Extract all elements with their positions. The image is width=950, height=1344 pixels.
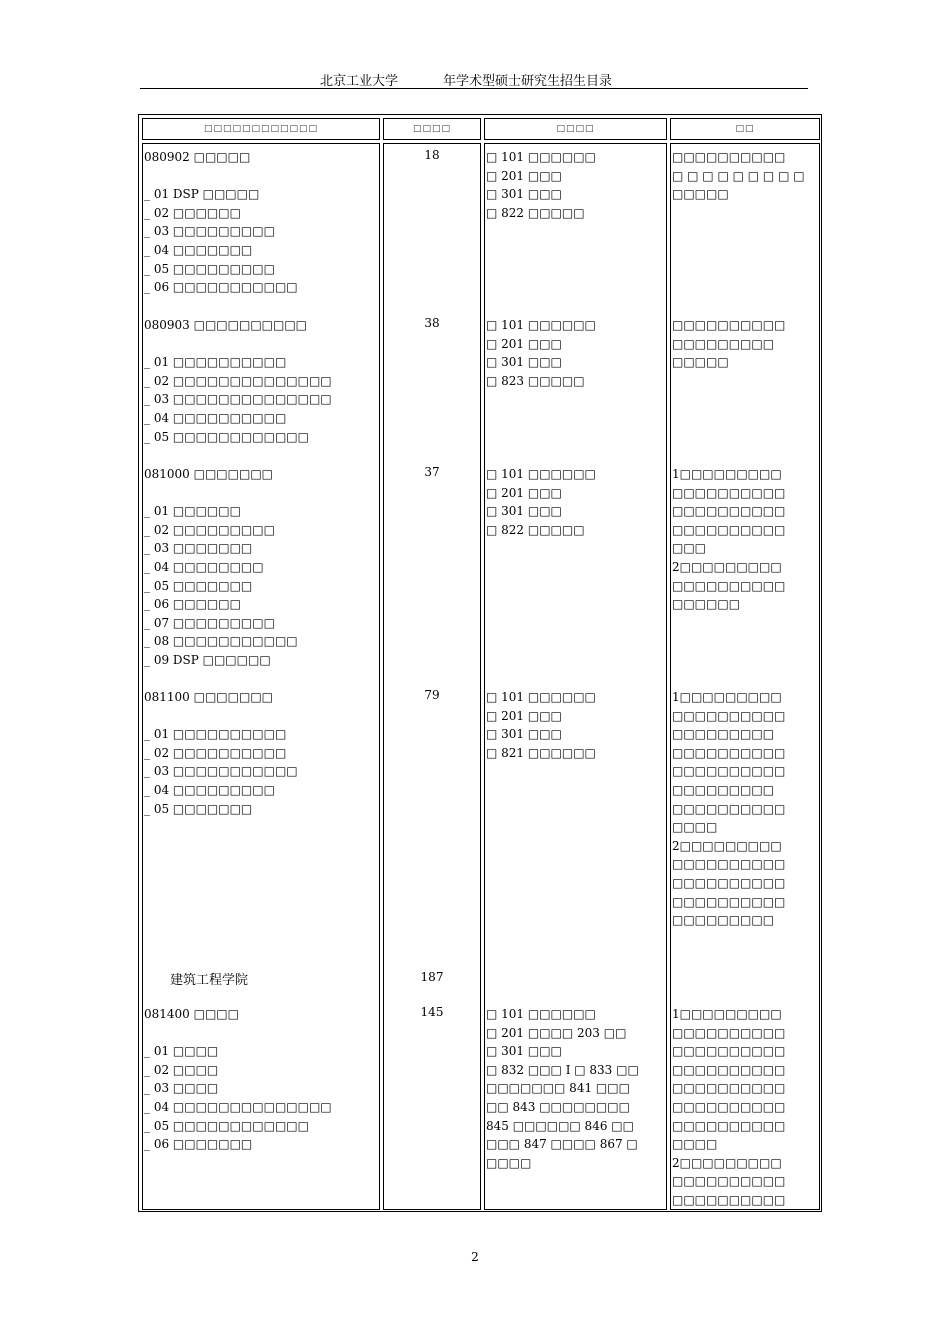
research-direction: _ 04 □□□□□□□□□□□□□□ [144, 1100, 332, 1114]
research-direction: _ 04 □□□□□□□□□□ [144, 411, 287, 425]
exam-subject: □ 101 □□□□□□ [486, 1007, 596, 1021]
college-name: 建筑工程学院 [170, 973, 249, 988]
note-line: □□□□□□□□□□ [672, 1100, 786, 1114]
research-direction: _ 06 □□□□□□□ [144, 1137, 253, 1152]
research-direction: _ 02 □□□□□□ [144, 205, 241, 220]
exam-subject: □ 301 □□□ [486, 355, 562, 370]
note-line: □□□□□□□□□□ [672, 1118, 786, 1133]
note-line: □□□ [672, 541, 707, 556]
column-count [383, 143, 481, 1210]
research-direction: _ 04 □□□□□□□□□ [144, 783, 275, 797]
note-line: 2□□□□□□□□□ [672, 1155, 782, 1170]
research-direction: _ 03 □□□□□□□ [144, 541, 253, 556]
research-direction: _ 02 □□□□□□□□□□ [144, 745, 287, 760]
exam-subject: 845 □□□□□□ 846 □□ [486, 1118, 634, 1133]
note-line: 2□□□□□□□□□ [672, 838, 782, 853]
enrollment-count: 145 [420, 1005, 444, 1019]
exam-subject: □ 301 □□□ [486, 1044, 562, 1059]
note-line: □□□□□□□□□□ [672, 745, 786, 760]
exam-subject: □ 832 □□□ Ⅰ □ 833 □□ [486, 1062, 639, 1077]
enrollment-count: 37 [424, 465, 440, 479]
research-direction: _ 03 □□□□□□□□□ [144, 224, 275, 239]
note-line: □ □ □ □ □ □ □ □ □ [672, 168, 805, 183]
exam-subject: □ 301 □□□ [486, 187, 562, 202]
major-code: 081400 □□□□ [144, 1007, 239, 1021]
research-direction: _ 01 □□□□ [144, 1044, 219, 1059]
exam-subject: □ 201 □□□ [486, 708, 562, 723]
header-cell-major: □□□□□□□□□□□□ [142, 118, 380, 140]
note-line: 1□□□□□□□□□ [672, 690, 782, 704]
research-direction: _ 05 □□□□□□□□□□□□ [144, 1118, 309, 1133]
exam-subject: □ 101 □□□□□□ [486, 318, 596, 332]
catalog-title: 年学术型硕士研究生招生目录 [443, 74, 613, 89]
note-line: □□□□□□□□□□ [672, 522, 786, 537]
major-code: 081100 □□□□□□□ [144, 690, 273, 704]
note-line: □□□□□□□□□ [672, 727, 775, 742]
note-line: □□□□□□□□□□ [672, 1025, 786, 1040]
header-cell-count: □□□□ [383, 118, 481, 140]
exam-subject: □ 822 □□□□□ [486, 205, 585, 220]
exam-subject: □ 822 □□□□□ [486, 522, 585, 537]
exam-subject: □□□ 847 □□□□ 867 □ [486, 1137, 638, 1152]
note-line: □□□□□□□□□□ [672, 764, 786, 779]
exam-subject: □ 201 □□□ [486, 336, 562, 351]
note-line: □□□□□□□□□ [672, 783, 775, 797]
note-line: □□□□□□□□□□ [672, 318, 786, 332]
page-number: 2 [471, 1250, 479, 1264]
research-direction: _ 01 □□□□□□□□□□ [144, 727, 287, 742]
enrollment-count: 79 [424, 688, 440, 702]
major-code: 080903 □□□□□□□□□□ [144, 318, 308, 332]
research-direction: _ 03 □□□□□□□□□□□□□□ [144, 392, 332, 407]
note-line: □□□□□□□□□□ [672, 1062, 786, 1077]
research-direction: _ 04 □□□□□□□□ [144, 560, 264, 574]
note-line: □□□□□□□□□ [672, 913, 775, 928]
research-direction: _ 02 □□□□ [144, 1062, 219, 1077]
header-cell-notes: □□ [670, 118, 820, 140]
research-direction: _ 02 □□□□□□□□□ [144, 522, 275, 537]
note-line: □□□□□□□□□□ [672, 1044, 786, 1059]
exam-subject: □ 101 □□□□□□ [486, 690, 596, 704]
exam-subject: □ 201 □□□ [486, 168, 562, 183]
research-direction: _ 06 □□□□□□ [144, 597, 241, 612]
note-line: □□□□□ [672, 187, 729, 202]
enrollment-count: 38 [424, 316, 440, 330]
research-direction: _ 05 □□□□□□□ [144, 801, 253, 816]
note-line: □□□□□□□□□ [672, 336, 775, 351]
research-direction: _ 07 □□□□□□□□□ [144, 615, 275, 630]
exam-subject: □□□□□□□ 841 □□□ [486, 1081, 630, 1096]
research-direction: _ 05 □□□□□□□□□□□□ [144, 429, 309, 444]
note-line: □□□□□□□□□□ [672, 857, 786, 872]
exam-subject: □ 101 □□□□□□ [486, 467, 596, 481]
university-name: 北京工业大学 [320, 74, 399, 89]
note-line: □□□□□□□□□□ [672, 578, 786, 593]
research-direction: _ 05 □□□□□□□□□ [144, 261, 275, 276]
research-direction: _ 03 □□□□ [144, 1081, 219, 1096]
exam-subject: □ 201 □□□□ 203 □□ [486, 1025, 627, 1040]
research-direction: _ 09 DSP □□□□□□ [144, 653, 271, 667]
research-direction: _ 01 □□□□□□□□□□ [144, 355, 287, 370]
note-line: □□□□□□□□□□ [672, 1081, 786, 1096]
note-line: □□□□□□□□□□ [672, 150, 786, 164]
college-count: 187 [420, 970, 444, 984]
note-line: □□□□□□□□□□ [672, 801, 786, 816]
exam-subject: □□ 843 □□□□□□□□ [486, 1100, 630, 1114]
note-line: □□□□□□□□□□ [672, 1174, 786, 1189]
exam-subject: □ 301 □□□ [486, 727, 562, 742]
note-line: □□□□□□□□□□ [672, 485, 786, 500]
research-direction: _ 08 □□□□□□□□□□□ [144, 634, 298, 649]
exam-subject: □ 101 □□□□□□ [486, 150, 596, 164]
major-code: 080902 □□□□□ [144, 150, 251, 164]
exam-subject: □□□□ [486, 1155, 532, 1170]
note-line: □□□□□□ [672, 597, 741, 612]
exam-subject: □ 823 □□□□□ [486, 373, 585, 388]
research-direction: _ 04 □□□□□□□ [144, 243, 253, 257]
note-line: □□□□□ [672, 355, 729, 370]
note-line: □□□□□□□□□□ [672, 876, 786, 890]
note-line: □□□□□□□□□□ [672, 504, 786, 519]
note-line: □□□□□□□□□□ [672, 1193, 786, 1207]
enrollment-count: 18 [424, 148, 440, 162]
research-direction: _ 03 □□□□□□□□□□□ [144, 764, 298, 779]
note-line: 1□□□□□□□□□ [672, 1007, 782, 1021]
research-direction: _ 02 □□□□□□□□□□□□□□ [144, 373, 332, 388]
research-direction: _ 05 □□□□□□□ [144, 578, 253, 593]
major-code: 081000 □□□□□□□ [144, 467, 273, 481]
note-line: 2□□□□□□□□□ [672, 560, 782, 574]
research-direction: _ 06 □□□□□□□□□□□ [144, 280, 298, 295]
page-header [140, 68, 808, 89]
header-cell-exams: □□□□ [484, 118, 667, 140]
research-direction: _ 01 DSP □□□□□ [144, 187, 260, 202]
note-line: □□□□ [672, 820, 718, 835]
research-direction: _ 01 □□□□□□ [144, 504, 241, 519]
note-line: □□□□□□□□□□ [672, 894, 786, 909]
exam-subject: □ 821 □□□□□□ [486, 745, 596, 760]
exam-subject: □ 301 □□□ [486, 504, 562, 519]
note-line: □□□□ [672, 1137, 718, 1152]
exam-subject: □ 201 □□□ [486, 485, 562, 500]
note-line: □□□□□□□□□□ [672, 708, 786, 723]
note-line: 1□□□□□□□□□ [672, 467, 782, 481]
